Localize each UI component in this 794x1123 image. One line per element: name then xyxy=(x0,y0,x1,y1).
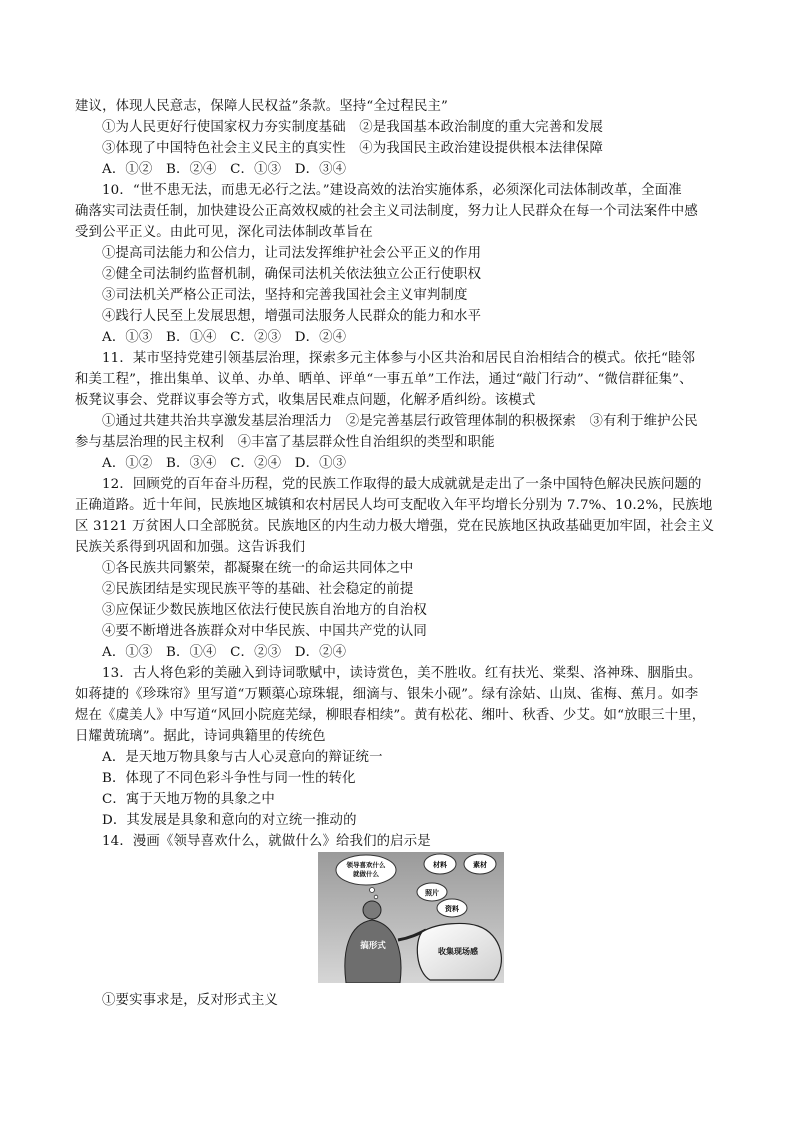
q12-option: ①各民族共同繁荣，都凝聚在统一的命运共同体之中 xyxy=(102,561,414,576)
man-head xyxy=(363,901,381,919)
q13-stem: 如蒋捷的《珍珠帘》里写道“万颗蕖心琼珠辊，细滴与、银朱小砚”。绿有涂姑、山岚、雀梅、蕉月。如李 xyxy=(75,687,699,702)
q11-option: 参与基层治理的民主权利 ④丰富了基层群众性自治组织的类型和职能 xyxy=(75,435,495,450)
q12-answer-choices: A．①③ B．①④ C．②③ D．②④ xyxy=(102,645,347,660)
word-bubble-4-text: 资料 xyxy=(445,905,459,913)
shirt-label: 搞形式 xyxy=(360,941,386,951)
q14-option: ①要实事求是，反对形式主义 xyxy=(102,993,279,1008)
q10-option: ③司法机关严格公正司法，坚持和完善我国社会主义审判制度 xyxy=(102,288,468,303)
q14-stem: 14．漫画《领导喜欢什么，就做什么》给我们的启示是 xyxy=(102,834,431,849)
q13-stem: 煜在《虞美人》中写道“风回小院庭芜绿，柳眼春相续”。黄有松花、缃叶、秋香、少艾。如“放眼三十里， xyxy=(75,708,706,723)
q9-stem-tail: 建议，体现人民意志，保障人民权益”条款。坚持“全过程民主” xyxy=(75,99,449,114)
q11-option: ①通过共建共治共享激发基层治理活力 ②是完善基层行政管理体制的积极探索 ③有利于维护公民 xyxy=(102,414,698,429)
cartoon-image xyxy=(318,852,504,983)
q13-option-c: C．寓于天地万物的具象之中 xyxy=(102,792,275,807)
q10-option: ①提高司法能力和公信力，让司法发挥维护社会公平正义的作用 xyxy=(102,246,482,261)
sack-label: 收集现场感 xyxy=(438,947,478,956)
q12-stem: 区 3121 万贫困人口全部脱贫。民族地区的内生动力极大增强，党在民族地区执政基础更加牢固，社会主义 xyxy=(75,519,715,534)
q12-stem: 民族关系得到巩固和加强。这告诉我们 xyxy=(75,540,306,555)
word-bubble-1-text: 材料 xyxy=(433,861,447,869)
q11-stem: 板凳议事会、党群议事会等方式，收集居民难点问题，化解矛盾纠纷。该模式 xyxy=(75,393,536,408)
word-bubble-2-text: 素材 xyxy=(473,861,487,869)
speech-text-1: 领导喜欢什么 xyxy=(346,861,386,869)
q11-stem: 11．某市坚持党建引领基层治理，探索多元主体参与小区共治和居民自治相结合的模式。依托“睦邻 xyxy=(102,351,696,366)
q10-answer-choices: A．①③ B．①④ C．②③ D．②④ xyxy=(102,330,347,345)
q10-stem: 确落实司法责任制，加快建设公正高效权威的社会主义司法制度，努力让人民群众在每一个司法案件中感 xyxy=(75,204,698,219)
q12-option: ③应保证少数民族地区依法行使民族自治地方的自治权 xyxy=(102,603,427,618)
q10-stem: 10．“世不患无法，而患无必行之法。”建设高效的法治实施体系，必须深化司法体制改革，全面准 xyxy=(102,183,682,198)
q10-stem: 受到公平正义。由此可见，深化司法体制改革旨在 xyxy=(75,225,373,240)
q12-stem: 12．回顾党的百年奋斗历程，党的民族工作取得的最大成就就是走出了一条中国特色解决民族问题的 xyxy=(102,477,702,492)
q10-option: ④践行人民至上发展思想，增强司法服务人民群众的能力和水平 xyxy=(102,309,482,324)
q13-stem: 日耀黄琉璃”。据此，诗词典籍里的传统色 xyxy=(75,729,326,744)
q13-stem: 13．古人将色彩的美融入到诗词歌赋中，读诗赏色，美不胜收。红有扶光、棠梨、洛神珠、胭脂虫。 xyxy=(102,666,702,681)
q13-option-b: B．体现了不同色彩斗争性与同一性的转化 xyxy=(102,771,356,786)
q11-answer-choices: A．①② B．③④ C．②④ D．①③ xyxy=(102,456,347,471)
q9-answer-choices: A．①② B．②④ C．①③ D．③④ xyxy=(102,162,347,177)
q10-option: ②健全司法制约监督机制，确保司法机关依法独立公正行使职权 xyxy=(102,267,482,282)
q11-stem: 和美工程”，推出集单、议单、办单、晒单、评单“一事五单”工作法，通过“敲门行动”、“微信群征集”、 xyxy=(75,372,693,387)
q9-option-line: ③体现了中国特色社会主义民主的真实性 ④为我国民主政治建设提供根本法律保障 xyxy=(102,141,604,156)
speech-text-2: 就做什么 xyxy=(353,870,379,878)
q12-option: ②民族团结是实现民族平等的基础、社会稳定的前提 xyxy=(102,582,414,597)
q12-stem: 正确道路。近十年间，民族地区城镇和农村居民人均可支配收入年平均增长分别为 7.7%、10.2%，民族地 xyxy=(75,498,713,513)
q9-option-line: ①为人民更好行使国家权力夯实制度基础 ②是我国基本政治制度的重大完善和发展 xyxy=(102,120,604,135)
q12-option: ④要不断增进各族群众对中华民族、中国共产党的认同 xyxy=(102,624,427,639)
word-bubble-3-text: 照片 xyxy=(425,889,439,897)
q13-option-a: A．是天地万物具象与古人心灵意向的辩证统一 xyxy=(102,750,383,765)
q13-option-d: D．其发展是具象和意向的对立统一推动的 xyxy=(102,813,357,828)
